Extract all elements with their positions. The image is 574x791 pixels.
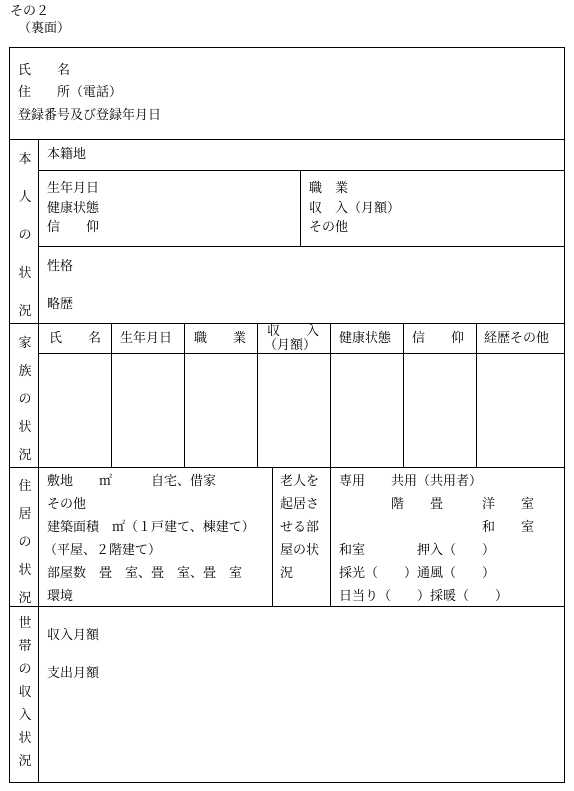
family-col-job: 職 業: [194, 331, 247, 346]
room-label-line: 起居さ: [280, 497, 320, 512]
divider: [403, 323, 404, 467]
housing-rooms: 部屋数 畳 室、畳 室、畳 室: [47, 566, 243, 581]
faith-label: 信 仰: [47, 220, 100, 235]
housing-environment: 環境: [47, 589, 74, 604]
divider: [300, 170, 301, 246]
health-label: 健康状態: [47, 201, 100, 216]
family-col-health: 健康状態: [339, 331, 392, 346]
divider: [38, 170, 565, 171]
family-col-income-top: 収 入: [267, 324, 320, 339]
room-label-line: 況: [280, 566, 294, 581]
housing-other: その他: [47, 497, 87, 512]
room-label-line: 屋の状: [280, 543, 320, 558]
divider: [9, 139, 565, 140]
family-col-faith: 信 仰: [412, 331, 465, 346]
divider: [330, 467, 331, 606]
family-col-name: 氏 名: [49, 331, 102, 346]
divider: [38, 139, 39, 783]
divider: [476, 323, 477, 467]
other-label: その他: [309, 220, 349, 235]
divider: [111, 323, 112, 467]
housing-stories: （平屋、２階建て）: [44, 543, 162, 558]
honseki-label: 本籍地: [47, 147, 87, 162]
housing-floor-area: 建築面積 ㎡（１戸建て、棟建て）: [47, 520, 255, 535]
registration-field-label: 登録番号及び登録年月日: [18, 108, 162, 123]
divider: [9, 467, 565, 468]
divider: [272, 467, 273, 606]
room-label-line: せる部: [280, 520, 320, 535]
form-number: その２: [10, 4, 50, 19]
room-usage: 専用 共用（共用者）: [339, 474, 483, 489]
name-field-label: 氏 名: [18, 63, 71, 78]
divider: [38, 246, 565, 247]
back-side-label: （裏面）: [18, 21, 71, 36]
room-floor-western: 階 畳 洋 室: [339, 497, 535, 512]
divider: [257, 323, 258, 467]
room-sunlight-heating: 日当り（ ）採暖（ ）: [339, 589, 509, 604]
room-japanese: 和 室: [339, 520, 535, 535]
divider: [9, 606, 565, 607]
divider: [184, 323, 185, 467]
family-col-birth: 生年月日: [120, 331, 173, 346]
household-expense-label: 支出月額: [47, 666, 100, 681]
job-label: 職 業: [309, 181, 349, 196]
address-field-label: 住 所（電話）: [18, 85, 123, 100]
birthdate-label: 生年月日: [47, 181, 100, 196]
family-col-career: 経歴その他: [484, 331, 550, 346]
history-label: 略歴: [47, 297, 74, 312]
income-label: 収 入（月額）: [309, 201, 401, 216]
household-income-label: 収入月額: [47, 628, 100, 643]
divider: [330, 323, 331, 467]
room-light-ventilation: 採光（ ）通風（ ）: [339, 566, 496, 581]
housing-site: 敷地 ㎡ 自宅、借家: [47, 474, 217, 489]
family-col-income-bottom: （月額）: [264, 338, 317, 353]
personality-label: 性格: [47, 259, 74, 274]
room-closet: 和室 押入（ ）: [339, 543, 496, 558]
room-label-line: 老人を: [280, 474, 320, 489]
